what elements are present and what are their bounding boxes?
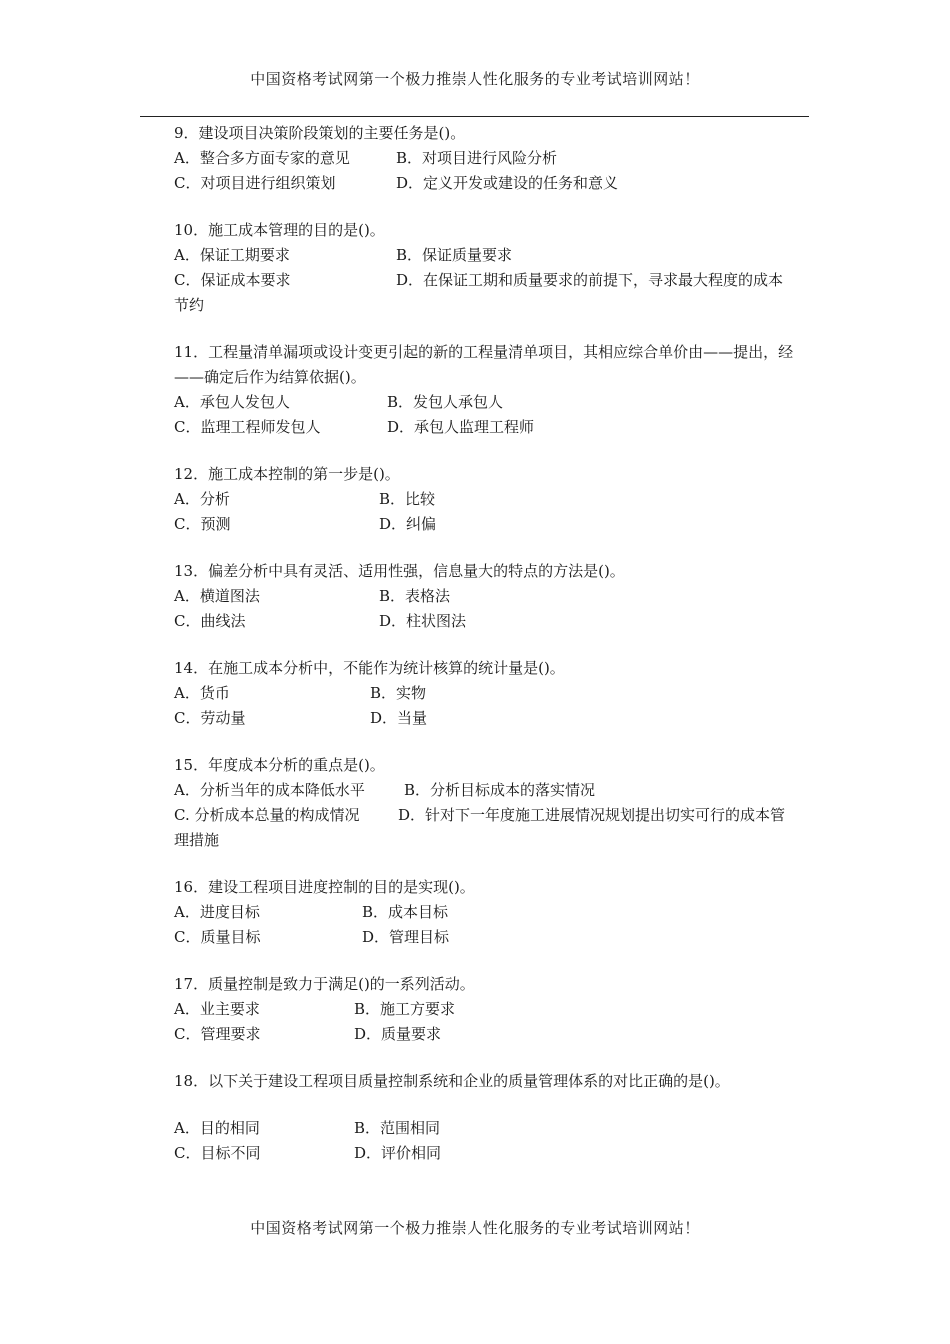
question-16: [174, 875, 794, 950]
option-b: B．比较: [379, 490, 436, 508]
option-a: A．承包人发包人: [174, 393, 290, 411]
question-stem: 12．施工成本控制的第一步是()。: [174, 465, 400, 483]
option-a: A．分析当年的成本降低水平: [174, 781, 365, 799]
option-a: A．保证工期要求: [174, 246, 290, 264]
option-a: A．货币: [174, 684, 230, 702]
question-15: [174, 753, 794, 853]
option-b: B．实物: [370, 684, 427, 702]
header-divider: [140, 116, 809, 117]
option-d: D．承包人监理工程师: [387, 418, 535, 436]
option-b: B．施工方要求: [354, 1000, 456, 1018]
option-a: A．整合多方面专家的意见: [174, 149, 350, 167]
option-d: D．质量要求: [354, 1025, 442, 1043]
question-stem: 17．质量控制是致力于满足()的一系列活动。: [174, 975, 475, 993]
page-header: 中国资格考试网第一个极力推崇人性化服务的专业考试培训网站！: [250, 70, 700, 88]
option-c: C．目标不同: [174, 1144, 261, 1162]
option-d: D．柱状图法: [379, 612, 467, 630]
question-stem: 11．工程量清单漏项或设计变更引起的新的工程量清单项目，其相应综合单价由——提出，经——确定后作为结算依据()。: [174, 343, 794, 386]
option-d: D．针对下一年度施工进展情况规划提出切实可行的成本管理措施: [174, 806, 786, 849]
option-c: C．质量目标: [174, 928, 261, 946]
option-a: A．业主要求: [174, 1000, 260, 1018]
question-stem: 14．在施工成本分析中，不能作为统计核算的统计量是()。: [174, 659, 565, 677]
question-10: [174, 218, 794, 318]
option-d: D．评价相同: [354, 1144, 442, 1162]
option-a: A．横道图法: [174, 587, 260, 605]
option-b: B．成本目标: [362, 903, 449, 921]
option-d: D．纠偏: [379, 515, 437, 533]
question-list: [174, 121, 794, 1188]
option-c: C．保证成本要求: [174, 271, 291, 289]
option-b: B．分析目标成本的落实情况: [404, 781, 596, 799]
option-a: A．分析: [174, 490, 230, 508]
question-17: [174, 972, 794, 1047]
option-c: C．劳动量: [174, 709, 246, 727]
question-stem: 18．以下关于建设工程项目质量控制系统和企业的质量管理体系的对比正确的是()。: [174, 1072, 730, 1090]
option-b: B．范围相同: [354, 1119, 441, 1137]
option-c: C. 分析成本总量的构成情况: [174, 806, 360, 824]
option-b: B．表格法: [379, 587, 451, 605]
option-d: D．当量: [370, 709, 428, 727]
question-stem: 10．施工成本管理的目的是()。: [174, 221, 385, 239]
option-b: B．保证质量要求: [396, 246, 513, 264]
option-b: B．对项目进行风险分析: [396, 149, 558, 167]
option-a: A．目的相同: [174, 1119, 260, 1137]
option-d: D．管理目标: [362, 928, 450, 946]
option-c: C．预测: [174, 515, 231, 533]
question-11: [174, 340, 794, 440]
question-stem: 9．建设项目决策阶段策划的主要任务是()。: [174, 124, 466, 142]
option-c: C．曲线法: [174, 612, 246, 630]
option-d: D．定义开发或建设的任务和意义: [396, 174, 619, 192]
question-9: [174, 121, 794, 196]
question-stem: 16．建设工程项目进度控制的目的是实现()。: [174, 878, 475, 896]
option-c: C．监理工程师发包人: [174, 418, 321, 436]
question-14: [174, 656, 794, 731]
question-18: [174, 1069, 794, 1166]
option-a: A．进度目标: [174, 903, 260, 921]
question-13: [174, 559, 794, 634]
option-c: C．管理要求: [174, 1025, 261, 1043]
page-footer: 中国资格考试网第一个极力推崇人性化服务的专业考试培训网站！: [250, 1219, 700, 1237]
question-12: [174, 462, 794, 537]
option-b: B．发包人承包人: [387, 393, 504, 411]
option-c: C．对项目进行组织策划: [174, 174, 336, 192]
option-d: D．在保证工期和质量要求的前提下，寻求最大程度的成本节约: [174, 271, 784, 314]
question-stem: 15．年度成本分析的重点是()。: [174, 756, 385, 774]
question-stem: 13．偏差分析中具有灵活、适用性强，信息量大的特点的方法是()。: [174, 562, 625, 580]
